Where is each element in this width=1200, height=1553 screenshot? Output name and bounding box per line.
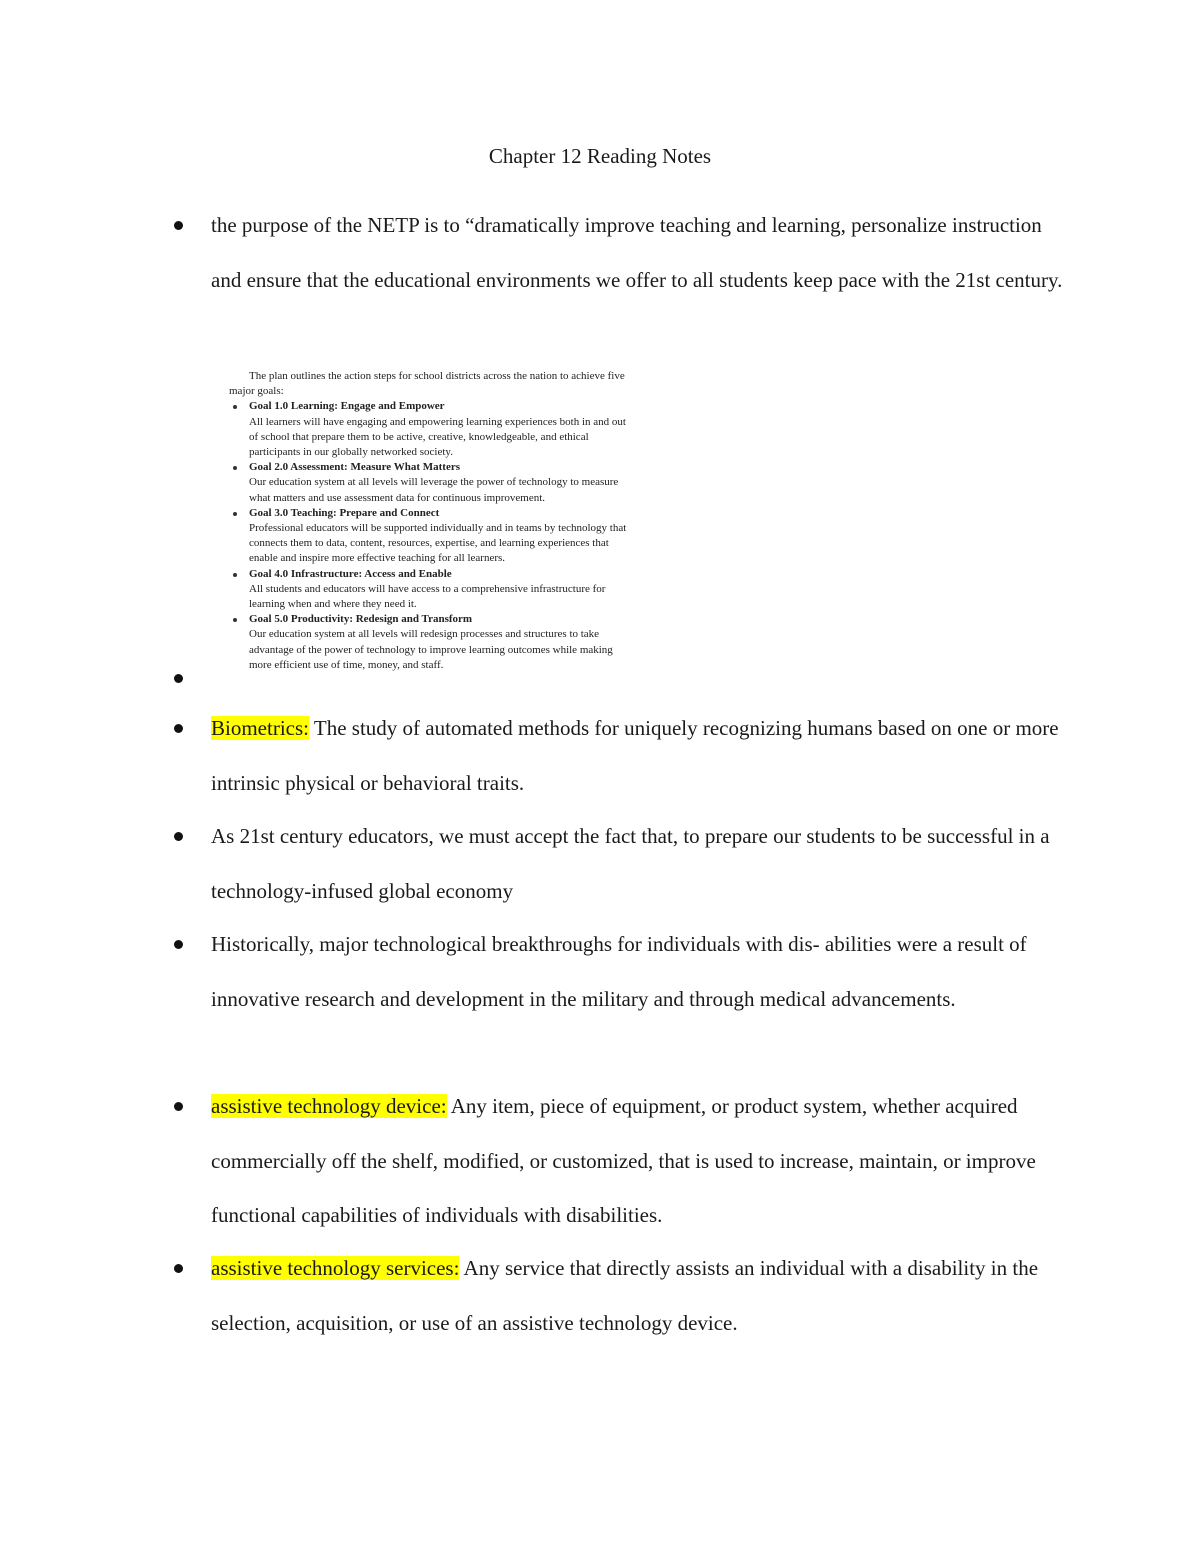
page-title: Chapter 12 Reading Notes [488,144,712,168]
embed-intro-cont: major goals: [229,385,284,398]
bullet-dot [233,466,237,470]
bullet-point [172,674,184,686]
goal-line: more efficient use of time, money, and staff. [249,658,444,671]
note-item-educators [211,809,1071,918]
note-text: Any service that directly assists an individual with a disability in the selection, acquisition, or use of an assistive technology device. [211,1256,1039,1335]
goal-line: Our education system at all levels will leverage the power of technology to measure [249,476,619,489]
goal-item [229,506,669,567]
bullet-dot [233,405,237,409]
embed-intro: The plan outlines the action steps for school districts across the nation to achieve five [249,370,625,382]
goal-item [229,399,669,460]
goal-line: advantage of the power of technology to improve learning outcomes while making [249,643,613,656]
note-item-assistive-device [211,1079,1071,1243]
goal-line: connects them to data, content, resources, expertise, and learning experiences that [249,537,609,550]
goal-item [229,460,669,506]
goal-line: All learners will have engaging and empowering learning experiences both in and out [249,415,626,428]
note-text: Any item, piece of equipment, or product system, whether acquired commercially off the shelf, modified, or customized, that is used to increase, maintain, or improve functional capabilities of individuals with disabilities. [211,1094,1036,1227]
goal-line: All students and educators will have access to a comprehensive infrastructure for [249,582,606,595]
goal-line: participants in our globally networked society. [249,446,453,459]
bullet-point [172,724,184,736]
goal-line: enable and inspire more effective teaching for all learners. [249,552,506,565]
note-item-netp-purpose [211,198,1071,307]
goal-line: what matters and use assessment data for continuous improvement. [249,491,546,504]
note-text: As 21st century educators, we must accept the fact that, to prepare our students to be successful in a technology-infused global economy [211,824,1050,903]
note-text: The study of automated methods for uniquely recognizing humans based on one or more intrinsic physical or behavioral traits. [211,716,1059,795]
highlighted-term: Biometrics: [211,716,309,740]
bullet-dot [233,618,237,622]
embedded-goals-image [229,369,669,687]
goal-title: Goal 1.0 Learning: Engage and Empower [249,400,445,413]
goal-item [229,612,669,673]
bullet-dot [233,573,237,577]
goals-list [229,399,669,673]
goal-line: Our education system at all levels will redesign processes and structures to take [249,628,600,641]
bullet-point [172,832,184,844]
goal-line: Professional educators will be supported individually and in teams by technology that [249,522,627,535]
highlighted-term: assistive technology services: [211,1256,460,1280]
goal-title: Goal 3.0 Teaching: Prepare and Connect [249,506,440,519]
goal-title: Goal 2.0 Assessment: Measure What Matters [249,461,461,474]
bullet-point [172,940,184,952]
note-item-historically [211,917,1071,1026]
highlighted-term: assistive technology device: [211,1094,447,1118]
goal-title: Goal 5.0 Productivity: Redesign and Transform [249,613,473,626]
bullet-point [172,221,184,233]
note-text: Historically, major technological breakthroughs for individuals with dis- abilities were a result of innovative research and development in the military and through medical advancements. [211,932,1027,1011]
goal-title: Goal 4.0 Infrastructure: Access and Enable [249,567,452,580]
bullet-dot [233,512,237,516]
goal-item [229,567,669,613]
bullet-point [172,1264,184,1276]
note-text: the purpose of the NETP is to “dramatically improve teaching and learning, personalize instruction and ensure that the educational environments we offer to all students keep pace with the 21st century. [211,213,1063,292]
goal-line: learning when and where they need it. [249,598,417,611]
note-item-biometrics [211,701,1071,810]
bullet-point [172,1102,184,1114]
note-item-assistive-services [211,1241,1071,1350]
goal-line: of school that prepare them to be active, creative, knowledgeable, and ethical [249,430,589,443]
